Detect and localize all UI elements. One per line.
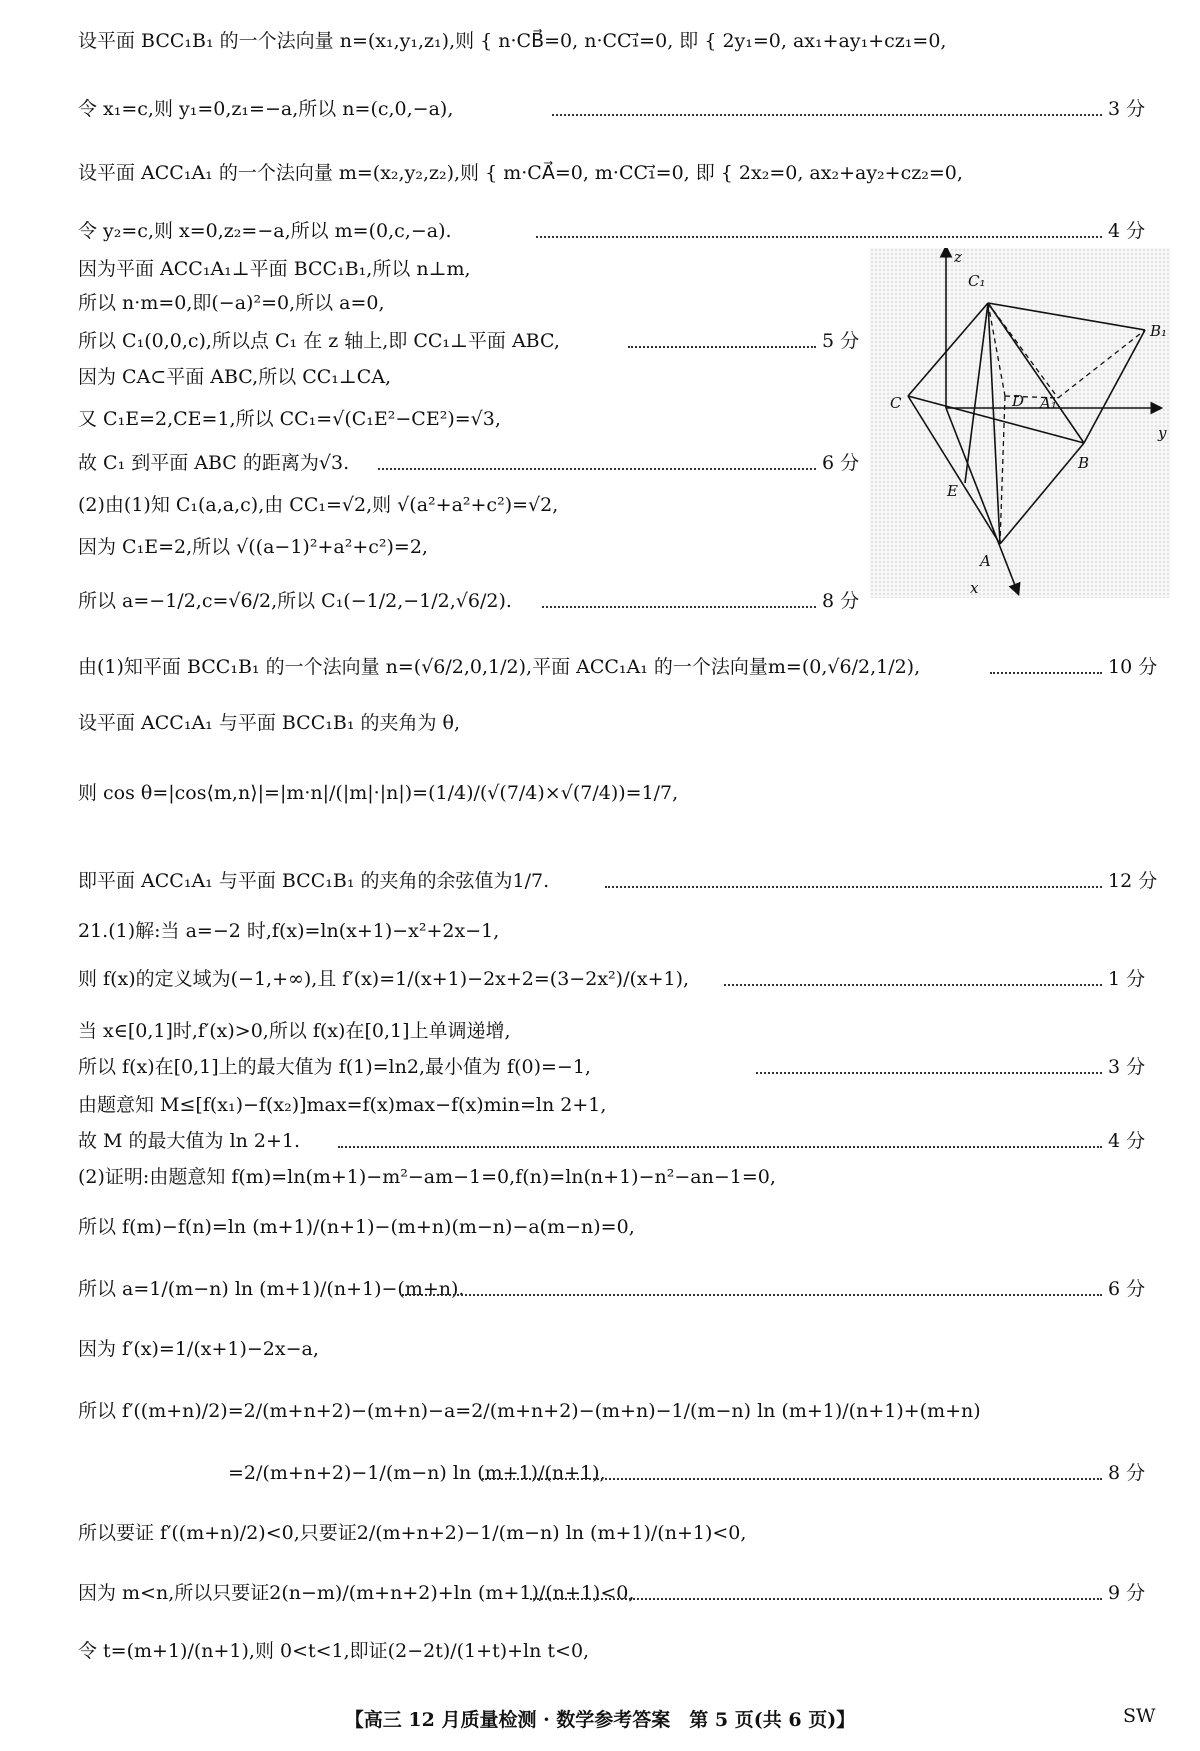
edge-c-b [908, 396, 1084, 443]
score-label: 6 分 [822, 452, 860, 474]
solution-line: 即平面 ACC₁A₁ 与平面 BCC₁B₁ 的夹角的余弦值为1/7. [78, 870, 550, 892]
score-label: 4 分 [1108, 1130, 1146, 1152]
score-label: 12 分 [1108, 870, 1158, 892]
solution-line: 设平面 BCC₁B₁ 的一个法向量 n=(x₁,y₁,z₁),则 { n·CB⃗=0, n·CC₁⃗=0, 即 { 2y₁=0, ax₁+ay₁+cz₁=0, [78, 30, 947, 52]
edge-c-c1 [908, 303, 988, 396]
edge-b-a [1000, 443, 1084, 544]
score-leader-dots [482, 1478, 1102, 1480]
solution-line: 所以 a=−1/2,c=√6/2,所以 C₁(−1/2,−1/2,√6/2). [78, 590, 512, 612]
edge-c1-e [965, 303, 988, 483]
solution-line: 因为 m<n,所以只要证2(n−m)/(m+n+2)+ln (m+1)/(n+1)<0, [78, 1582, 635, 1604]
label-d: D [1012, 392, 1025, 410]
solution-line: 故 C₁ 到平面 ABC 的距离为√3. [78, 452, 350, 474]
score-leader-dots [990, 672, 1102, 674]
score-leader-dots [378, 468, 816, 470]
score-leader-dots [402, 1294, 1102, 1296]
solution-line: 又 C₁E=2,CE=1,所以 CC₁=√(C₁E²−CE²)=√3, [78, 408, 501, 430]
score-label: 8 分 [1108, 1462, 1146, 1484]
solution-line: 所以要证 f′((m+n)/2)<0,只要证2/(m+n+2)−1/(m−n) ln (m+1)/(n+1)<0, [78, 1522, 747, 1544]
solution-line: 所以 f(m)−f(n)=ln (m+1)/(n+1)−(m+n)(m−n)−a(m−n)=0, [78, 1216, 635, 1238]
label-b1: B₁ [1150, 322, 1168, 340]
page-footer: 【高三 12 月质量检测 · 数学参考答案 第 5 页(共 6 页)】 [344, 1709, 856, 1731]
solution-line: (2)证明:由题意知 f(m)=ln(m+1)−m²−am−1=0,f(n)=ln(n+1)−n²−an−1=0, [78, 1166, 776, 1188]
solution-line: 因为平面 ACC₁A₁⊥平面 BCC₁B₁,所以 n⊥m, [78, 258, 471, 280]
solution-line: 当 x∈[0,1]时,f′(x)>0,所以 f(x)在[0,1]上单调递增, [78, 1020, 511, 1042]
score-label: 4 分 [1108, 220, 1146, 242]
label-z: z [954, 248, 962, 266]
solution-line: 所以 f(x)在[0,1]上的最大值为 f(1)=ln2,最小值为 f(0)=−1, [78, 1056, 591, 1078]
solution-line: 由(1)知平面 BCC₁B₁ 的一个法向量 n=(√6/2,0,1/2),平面 ACC₁A₁ 的一个法向量m=(0,√6/2,1/2), [78, 656, 921, 678]
edge-b1-b [1084, 330, 1145, 443]
score-label: 3 分 [1108, 98, 1146, 120]
score-leader-dots [338, 1146, 1102, 1148]
score-label: 1 分 [1108, 968, 1146, 990]
score-leader-dots [542, 606, 816, 608]
label-a: A [980, 552, 991, 570]
solution-line: 令 x₁=c,则 y₁=0,z₁=−a,所以 n=(c,0,−a), [78, 98, 454, 120]
score-label: 10 分 [1108, 656, 1158, 678]
solution-line: =2/(m+n+2)−1/(m−n) ln (m+1)/(n+1), [228, 1462, 606, 1484]
geometry-figure [870, 248, 1170, 598]
solution-line: 所以 n·m=0,即(−a)²=0,所以 a=0, [78, 292, 385, 314]
label-x: x [970, 579, 979, 597]
score-leader-dots [724, 984, 1102, 986]
edge-d-a [1000, 396, 1005, 544]
solution-line: 因为 f′(x)=1/(x+1)−2x−a, [78, 1338, 319, 1360]
score-leader-dots [756, 1072, 1102, 1074]
solution-line: 则 cos θ=|cos⟨m,n⟩|=|m·n|/(|m|·|n|)=(1/4)/(√(7/4)×√(7/4))=1/7, [78, 782, 679, 804]
score-leader-dots [605, 886, 1102, 888]
label-y: y [1158, 424, 1167, 442]
score-leader-dots [530, 1598, 1102, 1600]
label-e: E [947, 482, 958, 500]
solution-line: (2)由(1)知 C₁(a,a,c),由 CC₁=√2,则 √(a²+a²+c²)=√2, [78, 494, 559, 516]
solution-line: 21.(1)解:当 a=−2 时,f(x)=ln(x+1)−x²+2x−1, [78, 920, 500, 942]
score-label: 6 分 [1108, 1278, 1146, 1300]
score-leader-dots [536, 236, 1102, 238]
score-leader-dots [552, 114, 1102, 116]
edge-a1-b1 [1058, 330, 1145, 398]
score-leader-dots [628, 346, 816, 348]
footer-code: SW [1123, 1705, 1156, 1727]
solution-line: 故 M 的最大值为 ln 2+1. [78, 1130, 301, 1152]
solution-line: 因为 C₁E=2,所以 √((a−1)²+a²+c²)=2, [78, 536, 428, 558]
solution-line: 所以 C₁(0,0,c),所以点 C₁ 在 z 轴上,即 CC₁⊥平面 ABC, [78, 330, 560, 352]
solution-line: 因为 CA⊂平面 ABC,所以 CC₁⊥CA, [78, 366, 392, 388]
label-b: B [1078, 454, 1090, 472]
label-c: C [890, 394, 902, 412]
solution-line: 则 f(x)的定义域为(−1,+∞),且 f′(x)=1/(x+1)−2x+2=(3−2x²)/(x+1), [78, 968, 690, 990]
solution-line: 设平面 ACC₁A₁ 与平面 BCC₁B₁ 的夹角为 θ, [78, 712, 461, 734]
solution-line: 所以 a=1/(m−n) ln (m+1)/(n+1)−(m+n). [78, 1278, 465, 1300]
edge-c-a [908, 396, 1000, 544]
score-label: 8 分 [822, 590, 860, 612]
score-label: 5 分 [822, 330, 860, 352]
label-c1: C₁ [968, 272, 986, 290]
edge-c1-b1 [988, 303, 1145, 330]
pyramid-diagram [870, 248, 1170, 598]
solution-line: 所以 f′((m+n)/2)=2/(m+n+2)−(m+n)−a=2/(m+n+2)−(m+n)−1/(m−n) ln (m+1)/(n+1)+(m+n) [78, 1400, 981, 1422]
label-a1: A₁ [1040, 394, 1057, 412]
solution-line: 令 y₂=c,则 x=0,z₂=−a,所以 m=(0,c,−a). [78, 220, 452, 242]
score-label: 9 分 [1108, 1582, 1146, 1604]
solution-line: 令 t=(m+1)/(n+1),则 0<t<1,即证(2−2t)/(1+t)+ln t<0, [78, 1640, 590, 1662]
solution-line: 由题意知 M≤[f(x₁)−f(x₂)]max=f(x)max−f(x)min=ln 2+1, [78, 1094, 607, 1116]
solution-line: 设平面 ACC₁A₁ 的一个法向量 m=(x₂,y₂,z₂),则 { m·CA⃗=0, m·CC₁⃗=0, 即 { 2x₂=0, ax₂+ay₂+cz₂=0, [78, 162, 963, 184]
score-label: 3 分 [1108, 1056, 1146, 1078]
